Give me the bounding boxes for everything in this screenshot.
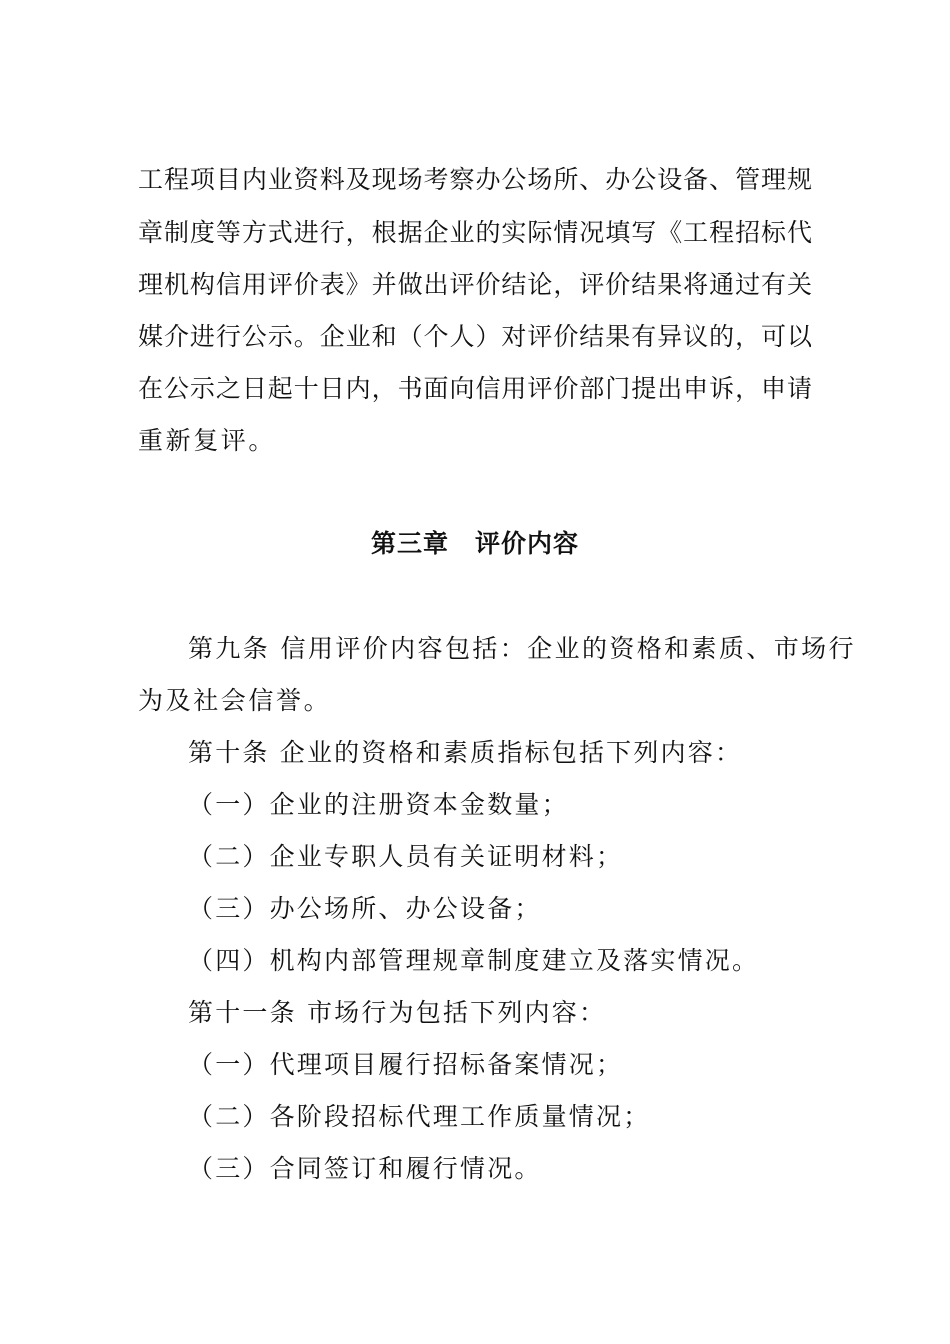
paragraph-line: 重新复评。	[138, 426, 277, 455]
article-11-title: 第十一条 市场行为包括下列内容：	[188, 998, 607, 1027]
list-item: （三）合同签订和履行情况。	[188, 1154, 542, 1183]
paragraph-line: 章制度等方式进行，根据企业的实际情况填写《工程招标代	[138, 218, 812, 247]
list-item: （四）机构内部管理规章制度建立及落实情况。	[188, 946, 760, 975]
chapter-heading: 第三章 评价内容	[370, 529, 579, 558]
list-item: （三）办公场所、办公设备；	[188, 894, 542, 923]
list-item: （一）代理项目履行招标备案情况；	[188, 1050, 624, 1079]
list-item: （二）各阶段招标代理工作质量情况；	[188, 1102, 651, 1131]
article-9-line: 为及社会信誉。	[138, 686, 332, 715]
paragraph-line: 理机构信用评价表》并做出评价结论，评价结果将通过有关	[138, 270, 812, 299]
article-9-line: 第九条 信用评价内容包括：企业的资格和素质、市场行	[188, 634, 856, 663]
paragraph-line: 媒介进行公示。企业和（个人）对评价结果有异议的，可以	[138, 322, 812, 351]
paragraph-line: 在公示之日起十日内，书面向信用评价部门提出申诉，申请	[138, 374, 812, 403]
list-item: （一）企业的注册资本金数量；	[188, 790, 569, 819]
paragraph-line: 工程项目内业资料及现场考察办公场所、办公设备、管理规	[138, 165, 812, 194]
list-item: （二）企业专职人员有关证明材料；	[188, 842, 624, 871]
article-10-title: 第十条 企业的资格和素质指标包括下列内容：	[188, 738, 743, 767]
